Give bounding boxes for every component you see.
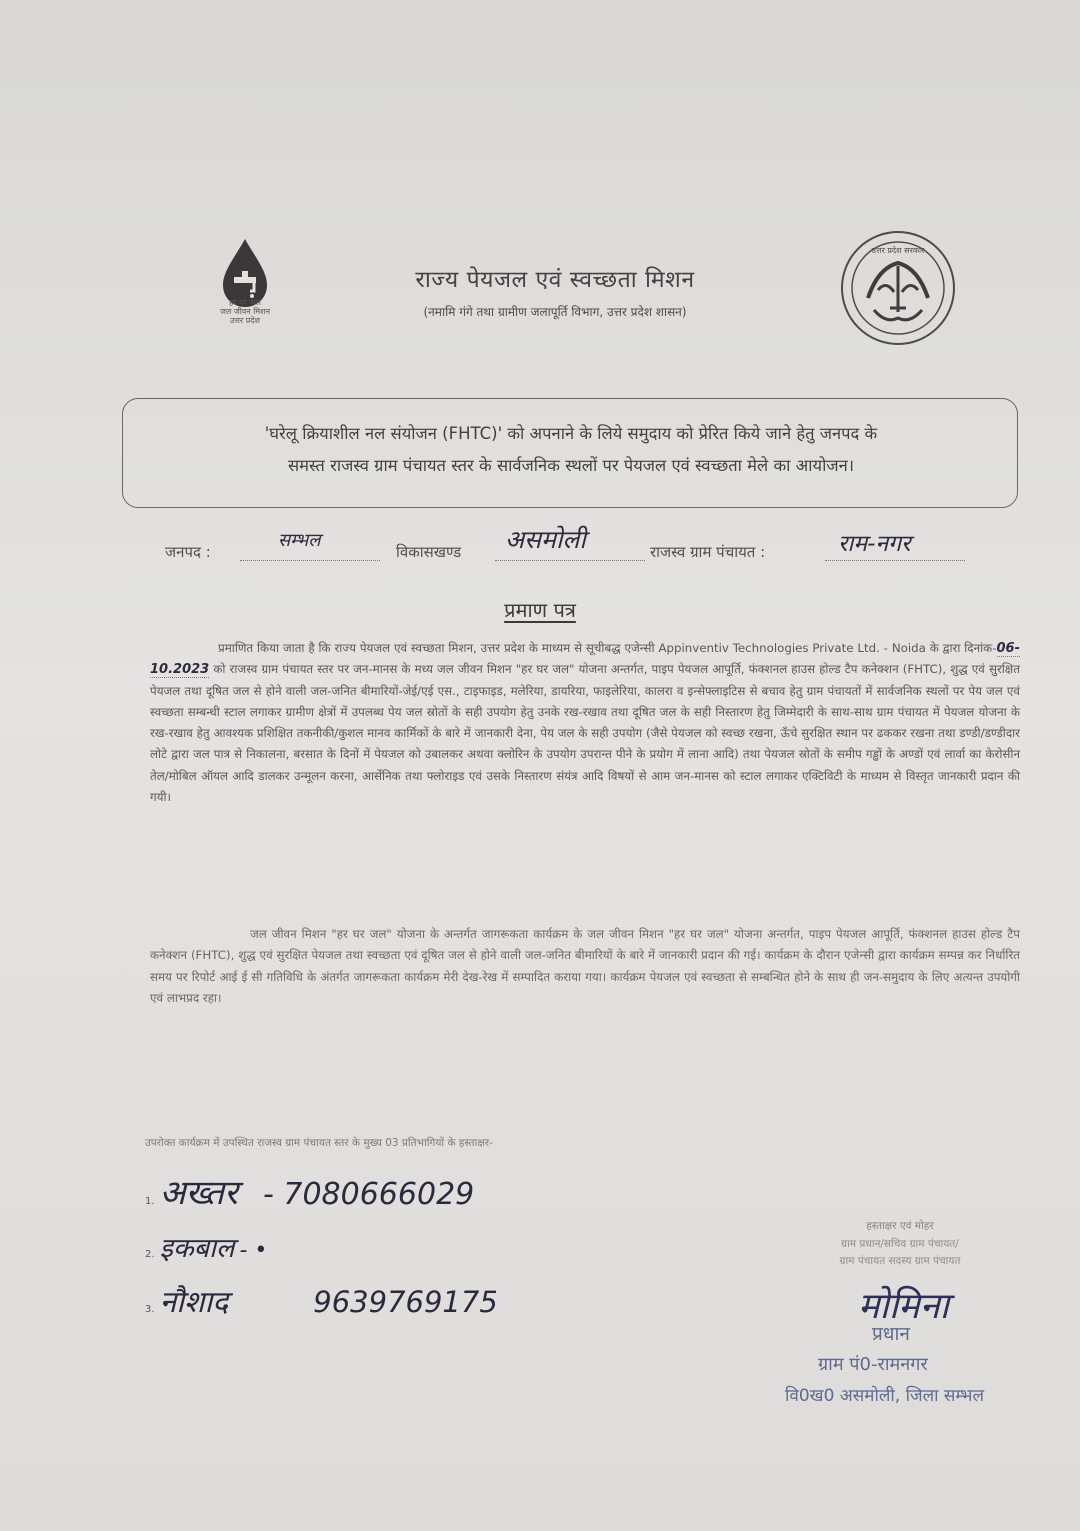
seal-line-3: वि0ख0 असमोली, जिला सम्भल (785, 1386, 985, 1406)
stamp-line-3: ग्राम पंचायत सदस्य ग्राम पंचायत (839, 1255, 961, 1267)
panchayat-value: राम-नगर (838, 531, 911, 557)
participant-phone: - • (239, 1238, 268, 1263)
logo-caption (190, 298, 300, 325)
block-dots (495, 560, 645, 561)
topic-line-2: समस्त राजस्व ग्राम पंचायत स्तर के सार्वजनिक स्थलों पर पेयजल एवं स्वच्छता मेले का आयोजन। (287, 456, 855, 475)
paragraph-1-pre-date: प्रमाणित किया जाता है कि राज्य पेयजल एवं स्वच्छता मिशन, उत्तर प्रदेश के माध्यम से सूचीबद्ध एजेन्सी Appinventiv Technologies Private Ltd. - Noida के द्वारा दिनांक- (218, 641, 997, 655)
emblem-ring-text: उत्तर प्रदेश सरकार (871, 246, 925, 255)
district-value: सम्भल (278, 530, 321, 551)
official-stamp-block (760, 1218, 1040, 1271)
participant-name: नौशाद (159, 1285, 229, 1320)
certificate-paragraph-2: जल जीवन मिशन "हर घर जल" योजना के अन्तर्गत जागरूकता कार्यक्रम के जल जीवन मिशन "हर घर जल" योजना अन्तर्गत, पाइप पेयजल आपूर्ति, फंक्शनल हाउस होल्ड टैप कनेक्शन (FHTC), शुद्ध एवं सुरक्षित पेयजल तथा स्वच्छता एवं दूषित जल से होने वाली जल-जनित बीमारियों के बारे में जानकारी प्रदान की गई। कार्यक्रम के दौरान एजेन्सी द्वारा कार्यक्रम सम्पन्न कर निर्धारित समय पर रिपोर्ट आई ई सी गतिविधि के अंतर्गत जागरूकता कार्यक्रम मेरी देख-रेख में सम्पादित कराया गया। कार्यक्रम पेयजल एवं स्वच्छता से सम्बन्धित होने के साथ ही जन-समुदाय के लिए अत्यन्त उपयोगी एवं लाभप्रद रहा। (150, 927, 1020, 1005)
signatures-intro: उपरोक्त कार्यक्रम में उपस्थित राजस्व ग्राम पंचायत स्तर के मुख्य 03 प्रतिभागियों के हस्ताक्षर- (145, 1137, 493, 1149)
logo-caption-line-1: हर घर जल (229, 298, 261, 307)
block-label: विकासखण्ड (396, 543, 462, 561)
certificate-paragraph-1 (150, 638, 1020, 808)
signature-number: 2. (145, 1249, 155, 1260)
seal-line-2: ग्राम पं0-रामनगर (818, 1354, 928, 1375)
seal-line-1: प्रधान (872, 1323, 910, 1345)
signature-row-1 (145, 1168, 474, 1214)
up-government-emblem-icon (838, 228, 958, 348)
signature-number: 1. (145, 1196, 155, 1207)
topic-line-1: 'घरेलू क्रियाशील नल संयोजन (FHTC)' को अपनाने के लिये समुदाय को प्रेरित किये जाने हेतु जनपद के (264, 424, 878, 443)
topic-text (140, 418, 1002, 482)
participant-phone: - 7080666029 (263, 1177, 475, 1212)
signature-number: 3. (145, 1304, 155, 1315)
participant-name: इकबाल (159, 1233, 235, 1264)
stamp-line-1: हस्ताक्षर एवं मोहर (866, 1220, 934, 1232)
paragraph-1-post-date: को राजस्व ग्राम पंचायत स्तर पर जन-मानस के मध्य जल जीवन मिशन "हर घर जल" योजना अन्तर्गत, पाइप पेयजल आपूर्ति, फंक्शनल हाउस होल्ड टैप कनेक्शन (FHTC), शुद्ध एवं सुरक्षित पेयजल तथा दूषित जल से होने वाली जल-जनित बीमारियों-जेई/एई एस., टाइफाइड, मलेरिया, डायरिया, फाइलेरिया, कालरा व इन्सेफ्लाइटिस से बचाव हेतु ग्राम पंचायतों में सार्वजनिक स्थलों पर पेय जल एवं स्वच्छता सम्बन्धी स्टाल लगाकर ग्रामीण क्षेत्रों में उपलब्ध पेय जल स्रोतों के सही उपयोग हेतु उनके रख-रखाव तथा दूषित जल के सही निस्तारण हेतु जिम्मेदारी के साथ-साथ ग्राम पंचायत में पेयजल योजना के रख-रखाव हेतु आवश्यक प्रशिक्षित तकनीकी/कुशल मानव कार्मिकों के बारे में जानकारी देना, पेय जल के सही उपयोग (जैसे पेयजल को स्वच्छ रखना, ऊँचे सुरक्षित स्थान पर ढककर रखना तथा डण्डी/डण्डीदार लोटे द्वारा जल पात्र से निकालना, बरसात के दिनों में पेयजल को उबालकर अथवा क्लोरिन के उपयोग उपरान्त पीने के प्रयोग में लाना आदि) तथा पेयजल स्रोतों के समीप गड्ढों के अण्डों एवं लार्वा का केरोसीन तेल/मोबिल ऑयल आदि डालकर उन्मूलन करना, आर्सेनिक तथा फ्लोराइड एवं उसके निस्तारण संयंत्र आदि विषयों से आम जन-मानस को स्टाल लगाकर एक्टिविटी के माध्यम से विस्तृत जानकारी प्रदान की गयी। (150, 662, 1020, 805)
district-dots (240, 560, 380, 561)
signature-row-3 (145, 1280, 498, 1321)
mission-title: राज्य पेयजल एवं स्वच्छता मिशन (415, 267, 695, 293)
district-label: जनपद : (165, 543, 211, 561)
panchayat-label: राजस्व ग्राम पंचायत : (650, 543, 766, 561)
participant-phone: 9639769175 (313, 1285, 498, 1319)
participant-name: अख्तर (159, 1173, 238, 1213)
mission-subtitle: (नमामि गंगे तथा ग्रामीण जलापूर्ति विभाग, उत्तर प्रदेश शासन) (423, 305, 687, 319)
signature-row-2 (145, 1228, 267, 1265)
block-value: असमोली (505, 525, 586, 554)
pradhan-signature: मोमिना (858, 1286, 950, 1327)
panchayat-dots (825, 560, 965, 561)
stamp-line-2: ग्राम प्रधान/सचिव ग्राम पंचायत/ (841, 1237, 959, 1250)
certificate-title: प्रमाण पत्र (504, 598, 576, 622)
logo-caption-line-2: जल जीवन मिशन (219, 307, 271, 316)
event-date: 06-10.2023 (150, 641, 1020, 678)
logo-caption-line-3: उत्तर प्रदेश (230, 316, 260, 325)
